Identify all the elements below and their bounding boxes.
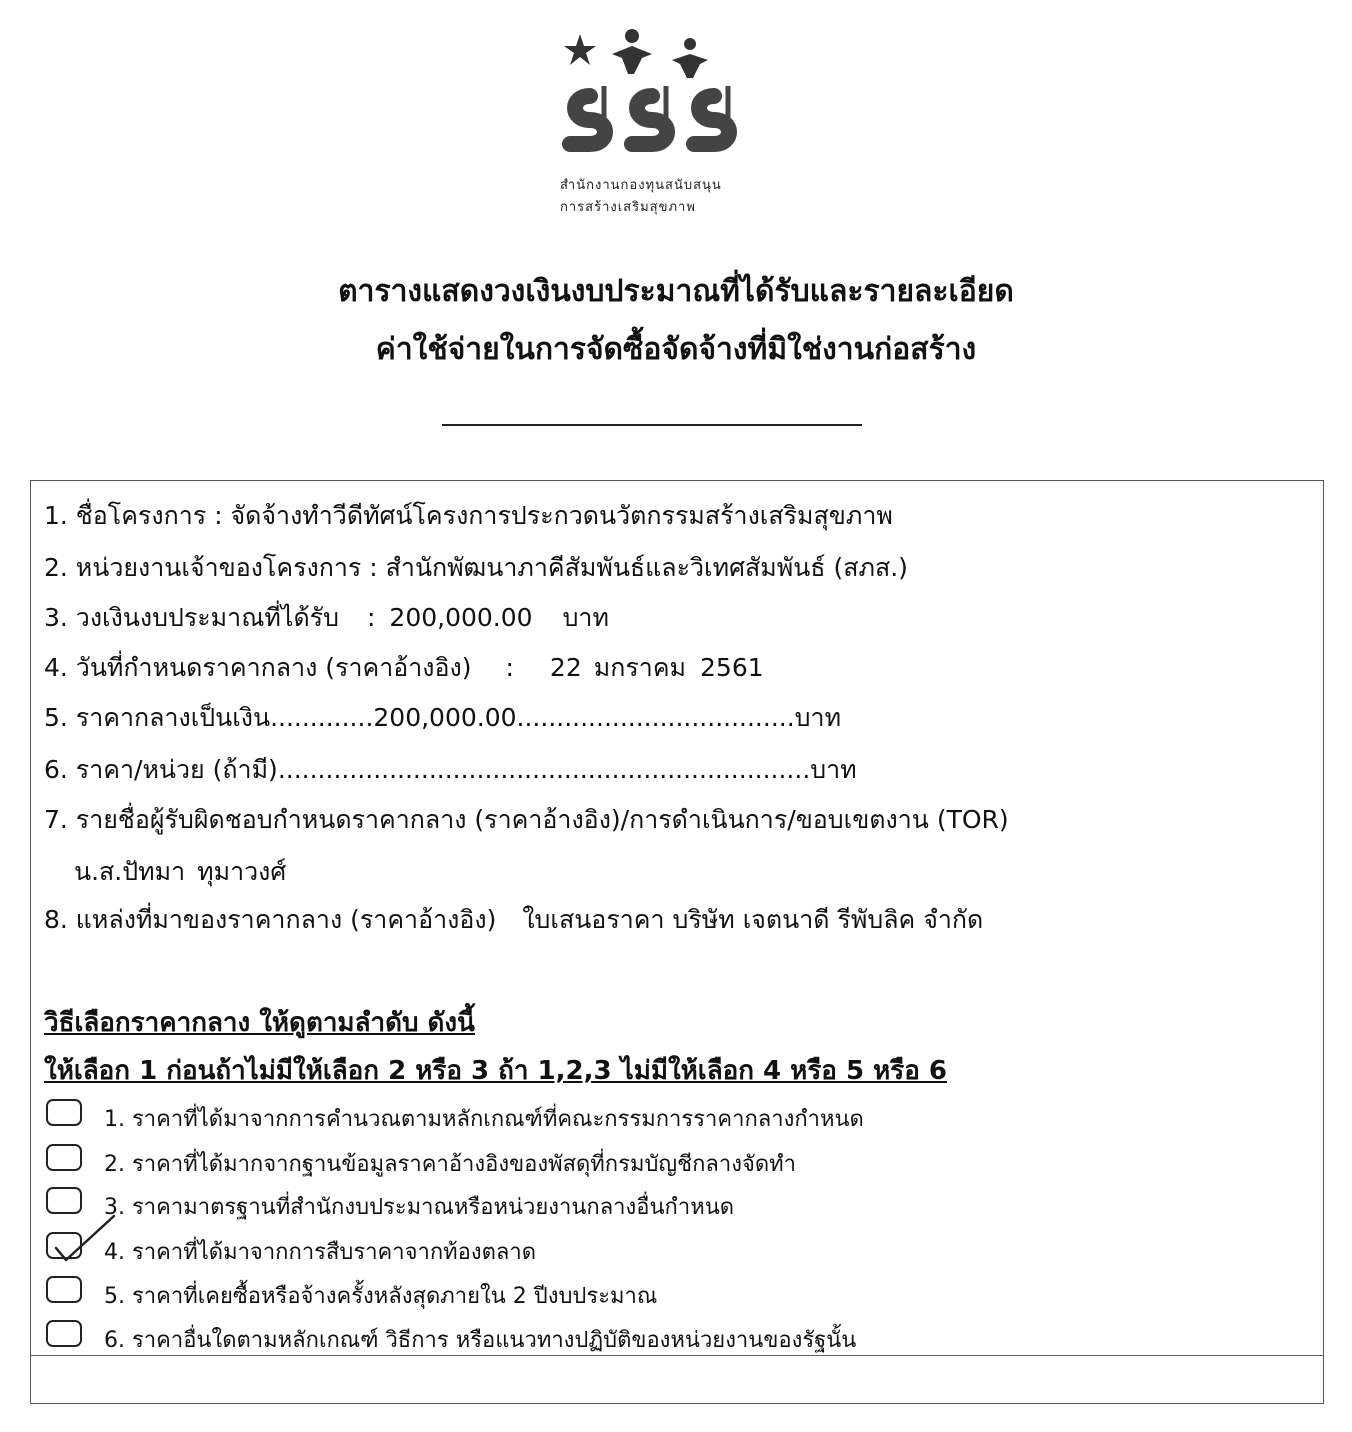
item-label: 6. ราคา/หน่วย (ถ้ามี) (44, 755, 278, 784)
item-value: จัดจ้างทำวีดีทัศน์โครงการประกวดนวัตกรรมสร้างเสริมสุขภาพ (230, 501, 893, 530)
item-unit: บาท (562, 603, 609, 632)
item-budget (44, 598, 609, 638)
organization-logo (540, 24, 780, 215)
item-value: ใบเสนอราคา บริษัท เจตนาดี รีพับลิค จำกัด (522, 905, 984, 934)
option-row-2 (46, 1142, 1246, 1182)
item-responsible-persons (44, 800, 1009, 840)
item-label: 2. หน่วยงานเจ้าของโครงการ : (44, 553, 386, 582)
item-reference-date (44, 648, 764, 688)
option-label: 3. ราคามาตรฐานที่สำนักงบประมาณหรือหน่วยงานกลางอื่นกำหนด (104, 1195, 735, 1220)
item-project-name (44, 496, 893, 536)
option-label: 6. ราคาอื่นใดตามหลักเกณฑ์ วิธีการ หรือแนวทางปฏิบัติของหน่วยงานของรัฐนั้น (104, 1328, 857, 1353)
item-label: 1. ชื่อโครงการ : (44, 501, 231, 530)
item-owner-unit (44, 548, 908, 588)
item-unit-price (44, 750, 857, 790)
title-underline-divider (442, 424, 862, 426)
item-reference-price (44, 698, 841, 738)
date-year: 2561 (700, 653, 764, 682)
option-label: 4. ราคาที่ได้มาจากการสืบราคาจากท้องตลาด (104, 1240, 537, 1265)
person-last-name: ทุมาวงศ์ (197, 857, 287, 886)
item-label: 8. แหล่งที่มาของราคากลาง (ราคาอ้างอิง) (44, 905, 497, 934)
document-title-line2: ค่าใช้จ่ายในการจัดซื้อจัดจ้างที่มิใช่งานก่อสร้าง (375, 332, 977, 367)
logo-caption-line1: สำนักงานกองทุนสนับสนุน (560, 178, 722, 193)
item-value: 200,000.00 (373, 703, 517, 732)
option-label: 5. ราคาที่เคยซื้อหรือจ้างครั้งหลังสุดภายใน 2 ปีงบประมาณ (104, 1284, 658, 1309)
person-first-name: น.ส.ปัทมา (74, 857, 186, 886)
method-instruction: ให้เลือก 1 ก่อนถ้าไม่มีให้เลือก 2 หรือ 3 ถ้า 1,2,3 ไม่มีให้เลือก 4 หรือ 5 หรือ 6 (44, 1056, 947, 1086)
item-price-source (44, 900, 983, 940)
option-row-1 (46, 1097, 1246, 1137)
logo-mark-icon (550, 24, 770, 164)
document-title-line1: ตารางแสดงวงเงินงบประมาณที่ได้รับและรายละเอียด (338, 274, 1014, 309)
option-row-4 (46, 1230, 1246, 1270)
option-checkbox-1[interactable] (46, 1099, 82, 1126)
item-separator: : (366, 603, 376, 632)
option-checkbox-6[interactable] (46, 1320, 82, 1347)
item-unit: บาท (810, 755, 857, 784)
option-checkbox-2[interactable] (46, 1144, 82, 1171)
item-label: 3. วงเงินงบประมาณที่ได้รับ (44, 603, 339, 632)
option-label: 1. ราคาที่ได้มาจากการคำนวณตามหลักเกณฑ์ที่คณะกรรมการราคากลางกำหนด (104, 1107, 864, 1132)
dot-leader: ................................................................... (277, 755, 811, 784)
dot-leader: ................................... (516, 703, 795, 732)
option-row-3 (46, 1185, 1246, 1225)
item-value: สำนักพัฒนาภาคีสัมพันธ์และวิเทศสัมพันธ์ (สภส.) (385, 553, 908, 582)
option-row-6 (46, 1318, 1246, 1358)
logo-caption-line2: การสร้างเสริมสุขภาพ (560, 200, 696, 215)
option-checkbox-4[interactable] (46, 1232, 82, 1259)
item-label: 5. ราคากลางเป็นเงิน (44, 703, 271, 732)
option-row-5 (46, 1274, 1246, 1314)
date-day: 22 (549, 653, 582, 682)
responsible-person-name (74, 852, 286, 892)
item-separator: : (505, 653, 514, 682)
option-checkbox-5[interactable] (46, 1276, 82, 1303)
item-unit: บาท (794, 703, 842, 732)
item-value: 200,000.00 (389, 603, 533, 632)
item-label: 7. รายชื่อผู้รับผิดชอบกำหนดราคากลาง (ราคาอ้างอิง)/การดำเนินการ/ขอบเขตงาน (TOR) (44, 805, 1009, 834)
dot-leader: ............. (270, 703, 374, 732)
option-label: 2. ราคาที่ได้มากจากฐานข้อมูลราคาอ้างอิงของพัสดุที่กรมบัญชีกลางจัดทำ (104, 1152, 797, 1177)
date-month: มกราคม (593, 653, 687, 682)
method-heading: วิธีเลือกราคากลาง ให้ดูตามลำดับ ดังนี้ (44, 1008, 475, 1038)
item-label: 4. วันที่กำหนดราคากลาง (ราคาอ้างอิง) (44, 653, 472, 682)
